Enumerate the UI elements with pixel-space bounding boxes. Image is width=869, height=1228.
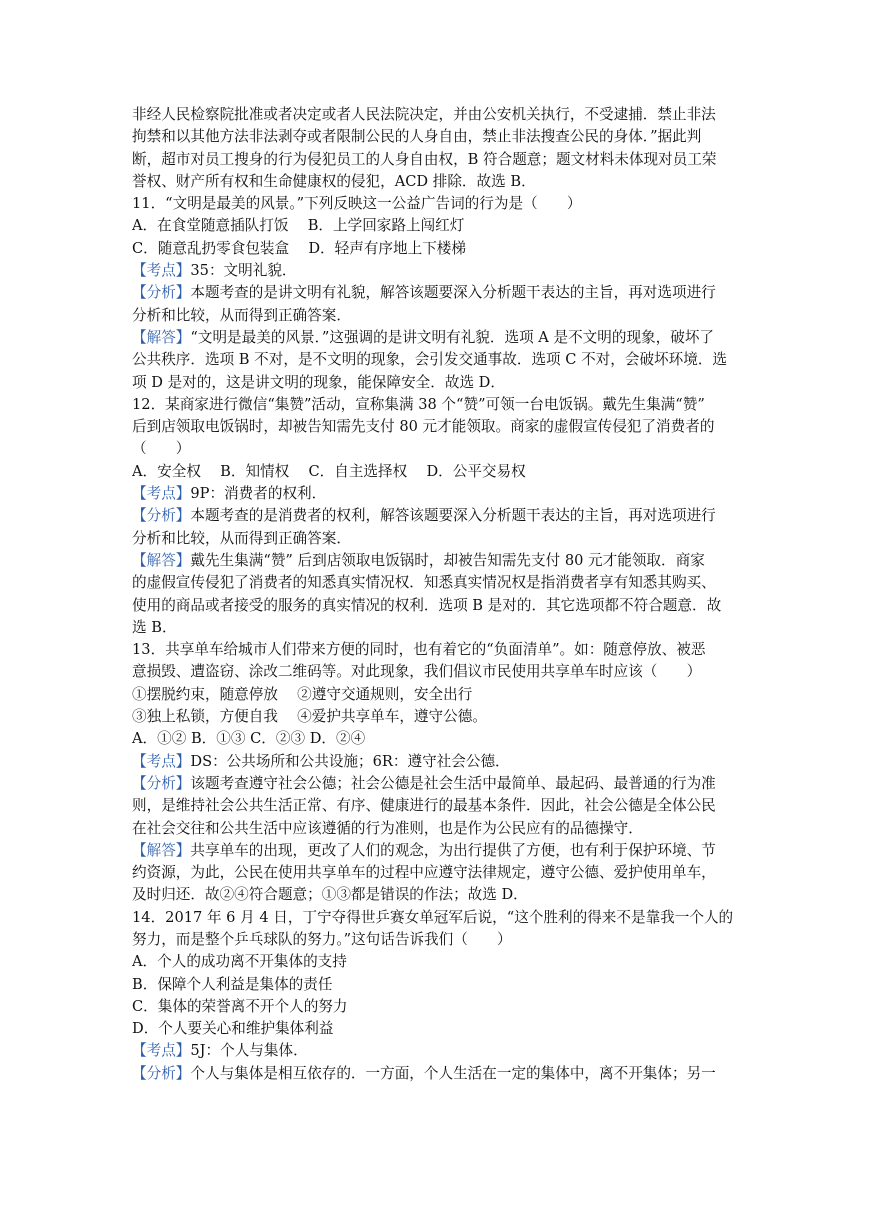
line-text: DS：公共场所和公共设施；6R：遵守社会公德． xyxy=(190,752,510,770)
answer-line xyxy=(132,260,738,282)
text-line xyxy=(132,617,738,639)
text-line xyxy=(132,349,738,371)
line-text: 5J：个人与集体． xyxy=(190,1042,308,1060)
section-tag: 【解答】 xyxy=(132,841,191,859)
section-tag: 【分析】 xyxy=(132,1064,191,1082)
text-line xyxy=(132,661,738,683)
line-text: 断，超市对员工搜身的行为侵犯员工的人身自由权，B 符合题意；题文材料未体现对员工荣 xyxy=(132,150,717,168)
text-line xyxy=(132,884,738,906)
answer-line xyxy=(132,505,738,527)
line-text: A．在食堂随意插队打饭 B．上学回家路上闯红灯 xyxy=(132,217,465,235)
section-tag: 【分析】 xyxy=(132,507,191,525)
line-text: ①摆脱约束，随意停放 ②遵守交通规则，安全出行 xyxy=(132,685,473,703)
line-text: 誉权、财产所有权和生命健康权的侵犯，ACD 排除．故选 B． xyxy=(132,172,536,190)
text-line xyxy=(132,951,738,973)
line-text: 约资源，为此，公民在使用共享单车的过程中应遵守法律规定，遵守公德、爱护使用单车， xyxy=(132,864,716,882)
line-text: D．个人要关心和维护集体利益 xyxy=(132,1020,334,1038)
text-line xyxy=(132,461,738,483)
line-text: 意损毁、遭盗窃、涂改二维码等。对此现象，我们倡议市民使用共享单车时应该（ ） xyxy=(132,663,702,681)
answer-line xyxy=(132,550,738,572)
text-line xyxy=(132,171,738,193)
section-tag: 【考点】 xyxy=(132,752,191,770)
line-text: 使用的商品或者接受的服务的真实情况的权利．选项 B 是对的．其它选项都不符合题意．故 xyxy=(132,596,722,614)
line-text: 拘禁和以其他方法非法剥夺或者限制公民的人身自由，禁止非法搜查公民的身体．”据此判 xyxy=(132,128,702,146)
line-text: 后到店领取电饭锅时，却被告知需先支付 80 元才能领取。商家的虚假宣传侵犯了消费者的 xyxy=(132,418,715,436)
answer-line xyxy=(132,1063,738,1085)
text-line xyxy=(132,996,738,1018)
text-line xyxy=(132,416,738,438)
line-text: 12．某商家进行微信“集赞”活动，宣称集满 38 个“赞”可领一台电饭锅。戴先生集满“赞” xyxy=(132,395,705,413)
line-text: 13．共享单车给城市人们带来方便的同时，也有着它的“负面清单”。如：随意停放、被恶 xyxy=(132,641,706,659)
line-text: 分析和比较，从而得到正确答案． xyxy=(132,529,351,547)
line-text: 本题考查的是讲文明有礼貌，解答该题要深入分析题干表达的主旨，再对选项进行 xyxy=(190,284,716,302)
text-line xyxy=(132,974,738,996)
text-line xyxy=(132,706,738,728)
line-text: ③独上私锁，方便自我 ④爱护共享单车，遵守公德。 xyxy=(132,708,487,726)
text-line xyxy=(132,595,738,617)
line-text: 9P：消费者的权利． xyxy=(190,485,327,503)
line-text: 个人与集体是相互依存的．一方面，个人生活在一定的集体中，离不开集体；另一 xyxy=(190,1064,716,1082)
line-text: 的虚假宣传侵犯了消费者的知悉真实情况权．知悉真实情况权是指消费者享有知悉其购买、 xyxy=(132,574,716,592)
line-text: 共享单车的出现，更改了人们的观念，为出行提供了方便，也有利于保护环境、节 xyxy=(190,841,716,859)
line-text: C．集体的荣誉离不开个人的努力 xyxy=(132,997,348,1015)
answer-line xyxy=(132,773,738,795)
section-tag: 【解答】 xyxy=(132,328,191,346)
text-line xyxy=(132,372,738,394)
section-tag: 【考点】 xyxy=(132,485,191,503)
text-line xyxy=(132,438,738,460)
line-text: 非经人民检察院批准或者决定或者人民法院决定，并由公安机关执行，不受逮捕．禁止非法 xyxy=(132,106,716,123)
text-line xyxy=(132,215,738,237)
text-line xyxy=(132,639,738,661)
answer-line xyxy=(132,840,738,862)
text-line xyxy=(132,528,738,550)
text-line xyxy=(132,728,738,750)
line-text: B．保障个人利益是集体的责任 xyxy=(132,975,333,993)
text-line xyxy=(132,238,738,260)
line-text: 11．“文明是最美的风景。”下列反映这一公益广告词的行为是（ ） xyxy=(132,195,582,213)
line-text: 努力，而是整个乒乓球队的努力。”这句话告诉我们（ ） xyxy=(132,930,512,948)
document-body xyxy=(132,104,738,1085)
text-line xyxy=(132,818,738,840)
answer-line xyxy=(132,282,738,304)
line-text: “文明是最美的风景．”这强调的是讲文明有礼貌．选项 A 是不文明的现象，破坏了 xyxy=(190,328,715,346)
line-text: 及时归还．故②④符合题意；①③都是错误的作法；故选 D． xyxy=(132,886,528,904)
answer-line xyxy=(132,483,738,505)
section-tag: 【分析】 xyxy=(132,774,191,792)
answer-line xyxy=(132,327,738,349)
text-line xyxy=(132,684,738,706)
line-text: A．①② B．①③ C．②③ D．②④ xyxy=(132,730,366,748)
line-text: 该题考查遵守社会公德；社会公德是社会生活中最简单、最起码、最普通的行为准 xyxy=(190,774,716,792)
line-text: 则，是维持社会公共生活正常、有序、健康进行的最基本条件．因此，社会公德是全体公民 xyxy=(132,797,716,815)
line-text: A．个人的成功离不开集体的支持 xyxy=(132,953,347,971)
line-text: 14．2017 年 6 月 4 日，丁宁夺得世乒赛女单冠军后说，“这个胜利的得来不是靠我一个人的 xyxy=(132,908,734,926)
text-line xyxy=(132,126,738,148)
line-text: 本题考查的是消费者的权利，解答该题要深入分析题干表达的主旨，再对选项进行 xyxy=(190,507,716,525)
answer-line xyxy=(132,751,738,773)
line-text: 选 B． xyxy=(132,618,177,636)
line-text: A．安全权 B．知情权 C．自主选择权 D．公平交易权 xyxy=(132,462,526,480)
text-line xyxy=(132,193,738,215)
line-text: C．随意乱扔零食包装盒 D．轻声有序地上下楼梯 xyxy=(132,239,466,257)
text-line xyxy=(132,795,738,817)
line-text: 戴先生集满“赞” 后到店领取电饭锅时，却被告知需先支付 80 元才能领取．商家 xyxy=(190,551,705,569)
line-text: 项 D 是对的，这是讲文明的现象，能保障安全．故选 D． xyxy=(132,373,505,391)
text-line xyxy=(132,149,738,171)
section-tag: 【考点】 xyxy=(132,1042,191,1060)
text-line xyxy=(132,394,738,416)
answer-line xyxy=(132,1040,738,1062)
line-text: 在社会交往和公共生活中应该遵循的行为准则，也是作为公民应有的品德操守． xyxy=(132,819,643,837)
section-tag: 【分析】 xyxy=(132,284,191,302)
line-text: 公共秩序．选项 B 不对，是不文明的现象，会引发交通事故．选项 C 不对，会破坏环境．选 xyxy=(132,351,728,369)
text-line xyxy=(132,929,738,951)
text-line xyxy=(132,1018,738,1040)
line-text: 35：文明礼貌． xyxy=(190,262,297,280)
text-line xyxy=(132,572,738,594)
text-line xyxy=(132,305,738,327)
line-text: 分析和比较，从而得到正确答案． xyxy=(132,306,351,324)
text-line xyxy=(132,104,738,126)
text-line xyxy=(132,862,738,884)
section-tag: 【解答】 xyxy=(132,551,191,569)
section-tag: 【考点】 xyxy=(132,262,191,280)
line-text: （ ） xyxy=(132,440,191,458)
text-line xyxy=(132,907,738,929)
